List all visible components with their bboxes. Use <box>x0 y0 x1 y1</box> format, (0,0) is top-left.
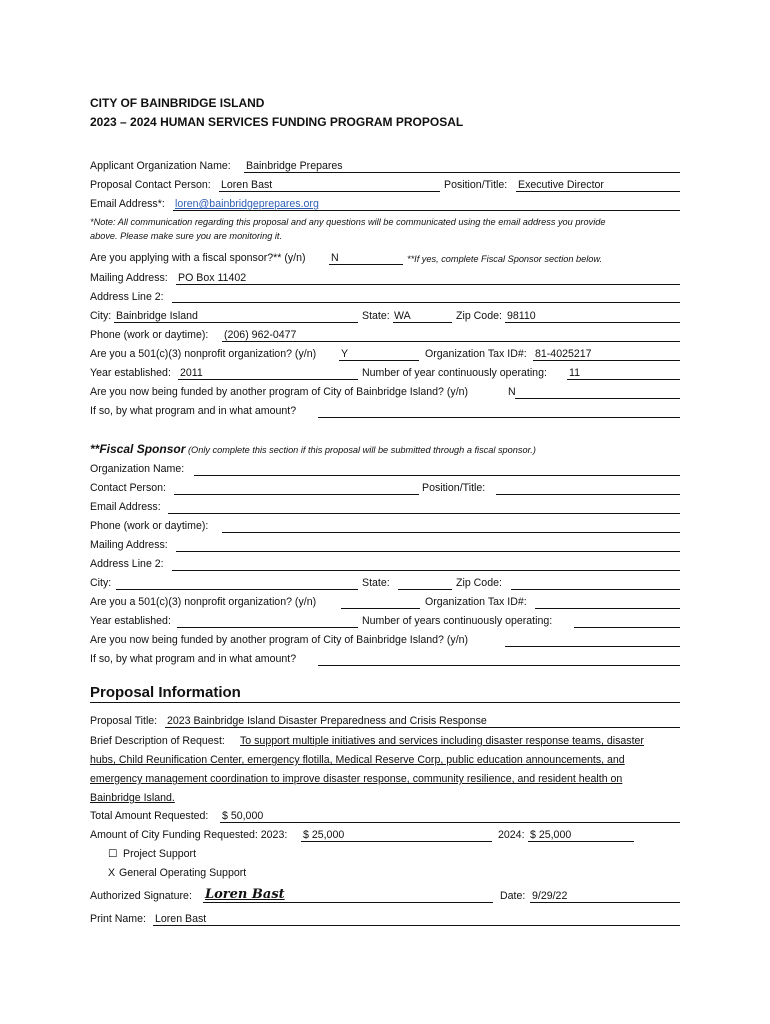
mailing-address-label: Mailing Address: <box>90 272 168 284</box>
form-heading-program: 2023 – 2024 HUMAN SERVICES FUNDING PROGRAM PROPOSAL <box>90 115 464 129</box>
form-heading-city: CITY OF BAINBRIDGE ISLAND <box>90 96 265 110</box>
applicant-org-label: Applicant Organization Name: <box>90 160 231 172</box>
years-operating-value: 11 <box>569 367 580 379</box>
project-support-label: Project Support <box>123 848 197 860</box>
print-name-value: Loren Bast <box>155 913 207 925</box>
city-label: City: <box>90 310 112 322</box>
funding-2024-label: 2024: <box>498 829 525 841</box>
fs-if-so-field[interactable] <box>318 665 680 666</box>
phone-label: Phone (work or daytime): <box>90 329 209 341</box>
mailing-address-field[interactable] <box>176 284 680 285</box>
fiscal-sponsor-answer: N <box>331 252 339 264</box>
signature-label: Authorized Signature: <box>90 890 192 902</box>
fs-email-label: Email Address: <box>90 501 161 513</box>
fs-phone-field[interactable] <box>222 532 680 533</box>
city-value: Bainbridge Island <box>116 310 198 322</box>
funding-2024-field[interactable] <box>528 841 634 842</box>
description-label: Brief Description of Request: <box>90 735 225 747</box>
fs-position-label: Position/Title: <box>422 482 486 494</box>
description-line4: Bainbridge Island. <box>90 792 175 804</box>
phone-value: (206) 962-0477 <box>224 329 297 341</box>
fs-nonprofit-field[interactable] <box>341 608 420 609</box>
position-value: Executive Director <box>518 179 604 191</box>
fiscal-sponsor-question: Are you applying with a fiscal sponsor?** (y/n) <box>90 252 306 264</box>
description-line2: hubs, Child Reunification Center, emergency flotilla, Medical Reserve Corp, public education announcements, and <box>90 754 625 766</box>
fs-years-operating-label: Number of years continuously operating: <box>362 615 553 627</box>
fs-contact-field[interactable] <box>174 494 419 495</box>
proposal-title-label: Proposal Title: <box>90 715 158 727</box>
position-label: Position/Title: <box>444 179 508 191</box>
fs-city-label: City: <box>90 577 112 589</box>
fs-zip-label: Zip Code: <box>456 577 502 589</box>
contact-person-label: Proposal Contact Person: <box>90 179 211 191</box>
fs-address2-field[interactable] <box>172 570 680 571</box>
fs-nonprofit-question: Are you a 501(c)(3) nonprofit organization? (y/n) <box>90 596 317 608</box>
address-line2-label: Address Line 2: <box>90 291 164 303</box>
fs-email-field[interactable] <box>168 513 680 514</box>
proposal-info-heading: Proposal Information <box>90 684 241 701</box>
nonprofit-answer: Y <box>341 348 349 360</box>
email-field[interactable] <box>173 210 680 211</box>
contact-person-field[interactable] <box>219 191 440 192</box>
general-operating-label: General Operating Support <box>119 867 247 879</box>
fs-contact-label: Contact Person: <box>90 482 166 494</box>
funded-answer: N <box>508 386 516 398</box>
heading-divider <box>90 702 680 703</box>
tax-id-value: 81-4025217 <box>535 348 592 360</box>
print-name-field[interactable] <box>153 925 680 926</box>
date-value: 9/29/22 <box>532 890 568 902</box>
position-field[interactable] <box>516 191 680 192</box>
fs-year-label: Year established: <box>90 615 171 627</box>
date-field[interactable] <box>530 902 680 903</box>
proposal-title-field[interactable] <box>165 727 680 728</box>
total-amount-value: $ 50,000 <box>222 810 264 822</box>
fiscal-sponsor-note: **If yes, complete Fiscal Sponsor section below. <box>407 254 603 264</box>
zip-field[interactable] <box>505 322 680 323</box>
fs-tax-id-field[interactable] <box>535 608 680 609</box>
applicant-org-field[interactable] <box>244 172 680 173</box>
zip-label: Zip Code: <box>456 310 502 322</box>
handwritten-signature: Loren Bast <box>205 887 285 902</box>
project-support-checkbox[interactable]: ☐ <box>108 848 118 860</box>
nonprofit-field[interactable] <box>339 360 419 361</box>
description-line1: To support multiple initiatives and services including disaster response teams, disaster <box>240 735 644 747</box>
fs-position-field[interactable] <box>496 494 680 495</box>
city-field[interactable] <box>114 322 358 323</box>
email-note-line2: above. Please make sure you are monitoring it. <box>90 231 283 241</box>
fiscal-sponsor-heading: **Fiscal Sponsor <box>90 442 186 456</box>
phone-field[interactable] <box>222 341 680 342</box>
if-so-field[interactable] <box>318 417 680 418</box>
fs-org-field[interactable] <box>194 475 680 476</box>
mailing-address-value: PO Box 11402 <box>178 272 247 284</box>
state-label: State: <box>362 310 390 322</box>
fs-phone-label: Phone (work or daytime): <box>90 520 209 532</box>
total-amount-field[interactable] <box>220 822 680 823</box>
applicant-org-value: Bainbridge Prepares <box>246 160 343 172</box>
total-amount-label: Total Amount Requested: <box>90 810 209 822</box>
email-link[interactable]: loren@bainbridgeprepares.org <box>175 198 319 210</box>
fs-years-operating-field[interactable] <box>574 627 680 628</box>
years-operating-field[interactable] <box>567 379 680 380</box>
print-name-label: Print Name: <box>90 913 146 925</box>
description-line3: emergency management coordination to improve disaster response, community resilience, and resident health on <box>90 773 623 785</box>
fs-funded-field[interactable] <box>505 646 680 647</box>
funded-field[interactable] <box>515 398 680 399</box>
year-established-value: 2011 <box>180 367 203 379</box>
city-funding-label: Amount of City Funding Requested: 2023: <box>90 829 288 841</box>
proposal-title-value: 2023 Bainbridge Island Disaster Preparedness and Crisis Response <box>167 715 487 727</box>
year-established-field[interactable] <box>178 379 358 380</box>
fs-address2-label: Address Line 2: <box>90 558 164 570</box>
fs-funded-question: Are you now being funded by another program of City of Bainbridge Island? (y/n) <box>90 634 469 646</box>
funded-question: Are you now being funded by another program of City of Bainbridge Island? (y/n) <box>90 386 469 398</box>
fs-year-field[interactable] <box>177 627 358 628</box>
tax-id-label: Organization Tax ID#: <box>425 348 527 360</box>
date-label: Date: <box>500 890 526 902</box>
fs-zip-field[interactable] <box>511 589 680 590</box>
years-operating-label: Number of year continuously operating: <box>362 367 547 379</box>
general-operating-checkbox[interactable]: X <box>108 867 116 879</box>
address-line2-field[interactable] <box>172 302 680 303</box>
tax-id-field[interactable] <box>533 360 680 361</box>
fs-tax-id-label: Organization Tax ID#: <box>425 596 527 608</box>
fs-mailing-label: Mailing Address: <box>90 539 168 551</box>
fiscal-sponsor-field[interactable] <box>329 264 403 265</box>
fs-city-field[interactable] <box>116 589 358 590</box>
signature-field[interactable] <box>203 902 493 903</box>
fs-state-label: State: <box>362 577 390 589</box>
year-established-label: Year established: <box>90 367 171 379</box>
fs-org-label: Organization Name: <box>90 463 185 475</box>
zip-value: 98110 <box>507 310 536 322</box>
fiscal-sponsor-subheading: (Only complete this section if this proposal will be submitted through a fiscal sponsor.) <box>188 445 536 455</box>
fs-state-field[interactable] <box>398 589 452 590</box>
state-field[interactable] <box>393 322 452 323</box>
fs-if-so-question: If so, by what program and in what amount? <box>90 653 297 665</box>
if-so-question: If so, by what program and in what amount? <box>90 405 297 417</box>
state-value: WA <box>394 310 411 322</box>
funding-2023-field[interactable] <box>301 841 492 842</box>
nonprofit-question: Are you a 501(c)(3) nonprofit organization? (y/n) <box>90 348 317 360</box>
funding-2023-value: $ 25,000 <box>303 829 345 841</box>
email-label: Email Address*: <box>90 198 165 210</box>
fs-mailing-field[interactable] <box>176 551 680 552</box>
contact-person-value: Loren Bast <box>221 179 273 191</box>
email-note-line1: *Note: All communication regarding this proposal and any questions will be communicated using the email address you provide <box>90 217 606 227</box>
funding-2024-value: $ 25,000 <box>530 829 572 841</box>
